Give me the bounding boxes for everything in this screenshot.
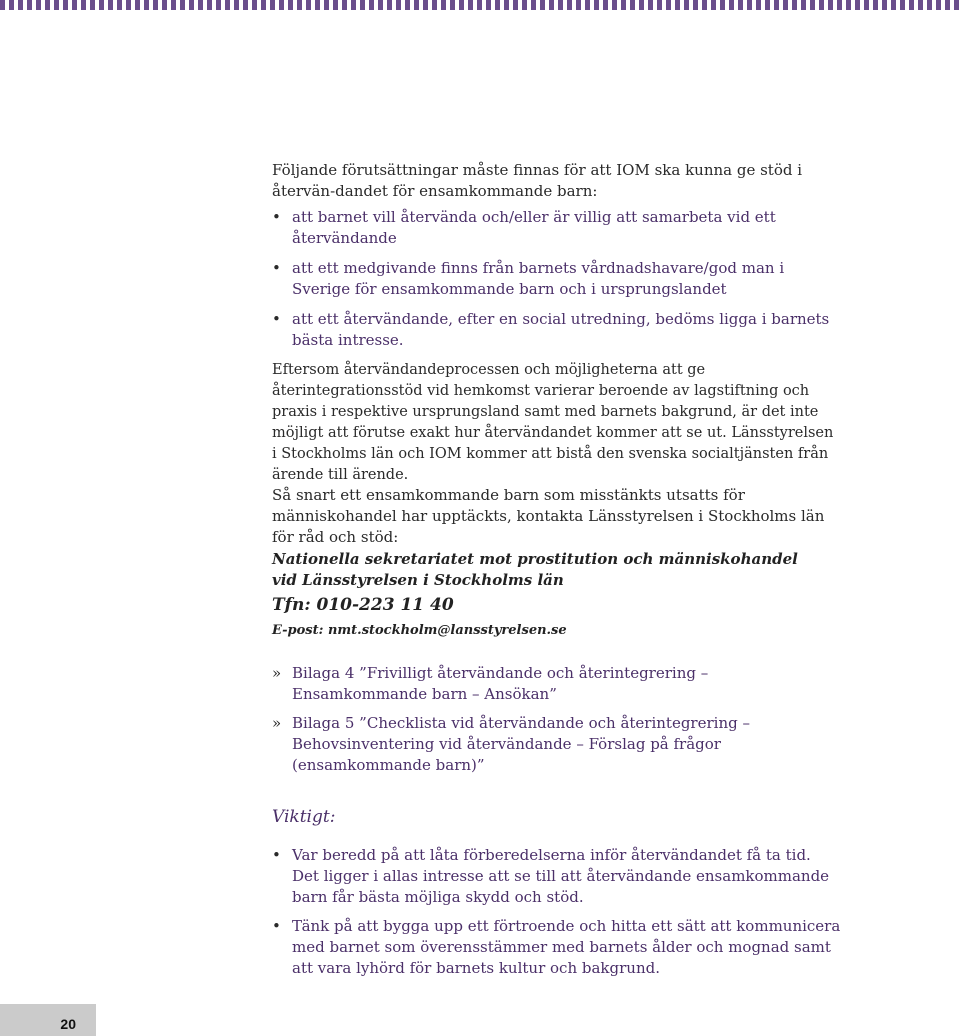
appendix-reference: Bilaga 4 ”Frivilligt återvändande och återintegrering – Ensamkommande barn – Ansökan”	[292, 664, 709, 703]
bullet-icon: •	[272, 208, 281, 226]
bullet-icon: •	[272, 846, 281, 864]
contact-phone: Tfn: 010-223 11 40	[272, 595, 454, 615]
top-decorative-border	[0, 0, 960, 10]
condition-text: att barnet vill återvända och/eller är villig att samarbeta vid ett återvändande	[292, 208, 776, 247]
bullet-icon: •	[272, 917, 281, 935]
page-number: 20	[60, 1016, 76, 1032]
contact-email: E-post: nmt.stockholm@lansstyrelsen.se	[272, 623, 567, 638]
bullet-icon: •	[272, 310, 281, 328]
page-number-tab	[0, 1004, 96, 1036]
contact-organization: Nationella sekretariatet mot prostitution och människohandel	[272, 550, 798, 568]
important-text: Tänk på att bygga upp ett förtroende och hitta ett sätt att kommunicera med barnet som överensstämmer med barnets ålder och mognad samt att vara lyhörd för barnets kultur och bakgrund.	[292, 917, 841, 977]
bullet-icon: •	[272, 259, 281, 277]
process-paragraph: Eftersom återvändandeprocessen och möjligheterna att ge återintegrationsstöd vid hemkomst varierar beroende av lagstiftning och praxis i respektive ursprungsland samt med barnets bakgrund, är det inte möjligt att förutse exakt hur återvändandet kommer att se ut. Länsstyrelsen i Stockholms län och IOM kommer att bistå den svenska socialtjänsten från ärende till ärende.	[272, 362, 834, 483]
important-heading: Viktigt:	[272, 807, 336, 827]
arrow-marker-icon: »	[272, 664, 282, 682]
condition-text: att ett återvändande, efter en social utredning, bedöms ligga i barnets bästa intresse.	[292, 310, 830, 349]
contact-paragraph: Så snart ett ensamkommande barn som misstänkts utsatts för människohandel har upptäckts, kontakta Länsstyrelsen i Stockholms län för råd och stöd:	[272, 486, 825, 546]
appendix-reference: Bilaga 5 ”Checklista vid återvändande och återintegrering – Behovsinventering vid återvändande – Förslag på frågor (ensamkommande barn)”	[292, 714, 750, 774]
important-text: Var beredd på att låta förberedelserna inför återvändandet få ta tid. Det ligger i allas intresse att se till att återvändande ensamkommande barn får bästa möjliga skydd och stöd.	[292, 846, 830, 906]
intro-paragraph: Följande förutsättningar måste finnas för att IOM ska kunna ge stöd i återvän-dandet för ensamkommande barn:	[272, 161, 803, 200]
contact-organization-subline: vid Länsstyrelsen i Stockholms län	[272, 571, 564, 589]
condition-text: att ett medgivande finns från barnets vårdnadshavare/god man i Sverige för ensamkommande barn och i ursprungslandet	[292, 259, 785, 298]
arrow-marker-icon: »	[272, 714, 282, 732]
